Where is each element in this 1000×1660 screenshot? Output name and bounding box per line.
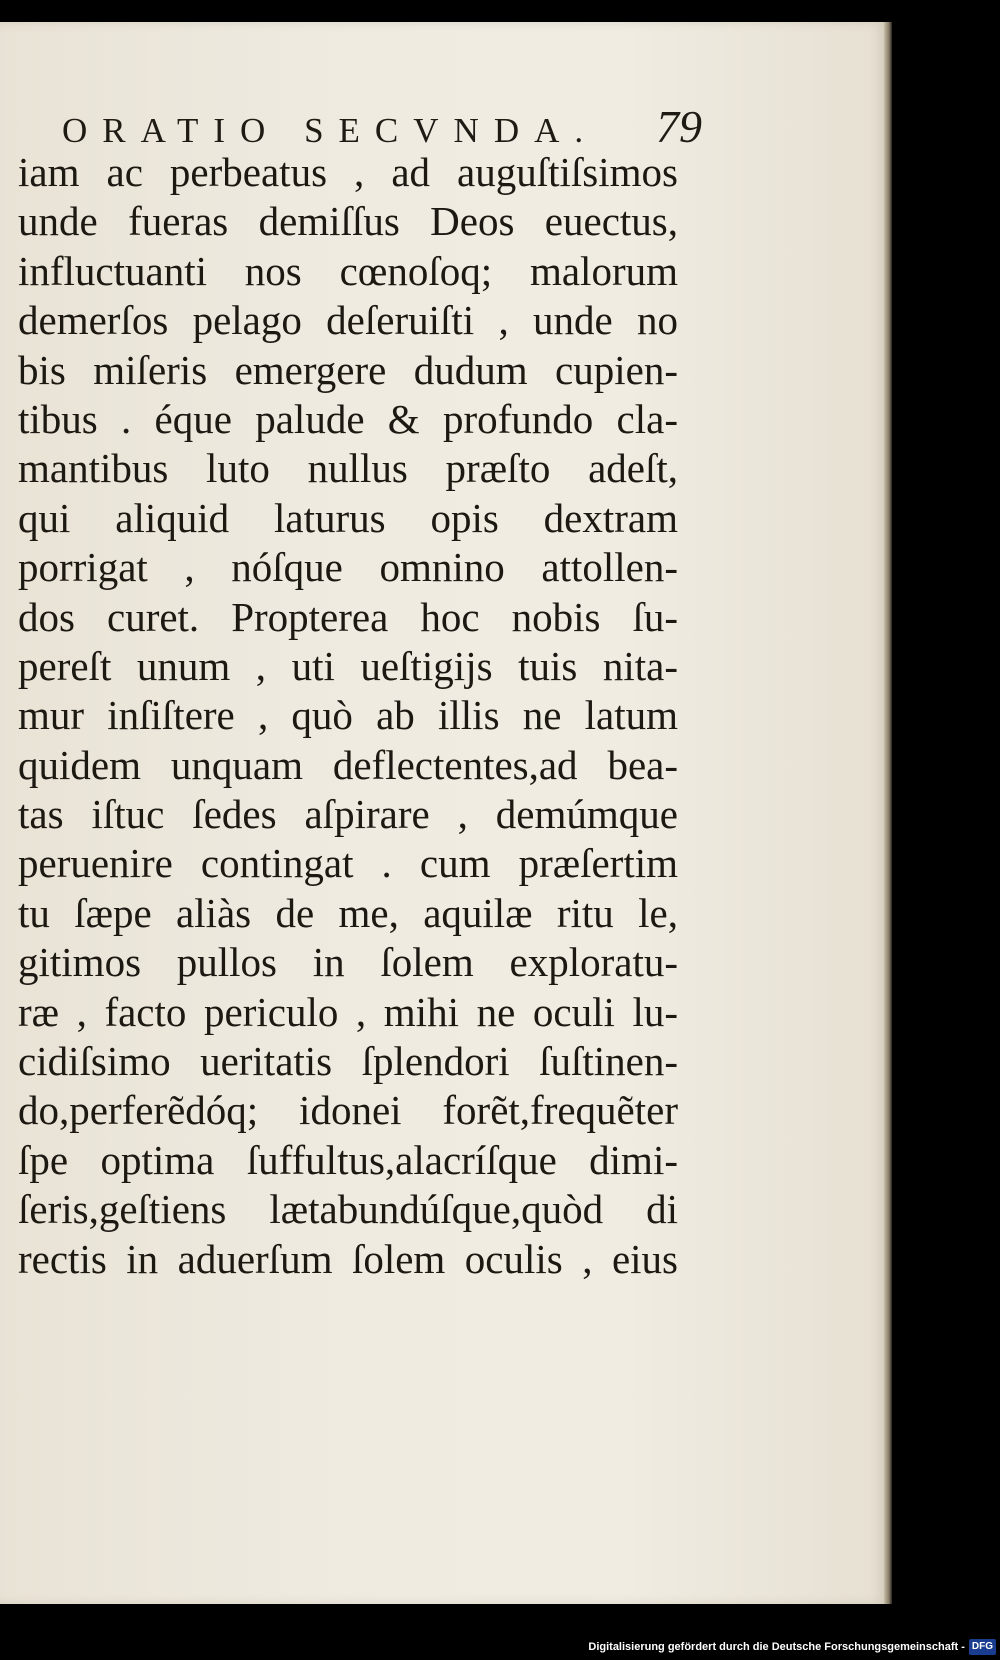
text-line: unde fueras demiſſus Deos euectus,	[18, 198, 678, 245]
digitization-credit	[588, 1638, 996, 1656]
text-line: influctuanti nos cœnoſoq; malorum	[18, 247, 678, 294]
running-head-title: ORATIO SECVNDA.	[62, 111, 599, 150]
credit-text: Digitalisierung gefördert durch die Deutsche Forschungsgemeinschaft -	[588, 1641, 965, 1653]
text-line: iam ac perbeatus , ad auguſtiſsimos	[18, 149, 678, 195]
text-line: ſpe optima ſuffultus,alacríſque dimi-	[18, 1136, 678, 1183]
text-line: pereſt unum , uti ueſtigijs tuis nita-	[18, 642, 678, 689]
text-line: mur inſiſtere , quò ab illis ne latum	[18, 692, 678, 739]
body-text	[18, 148, 678, 1284]
text-line: bis miſeris emergere dudum cupien-	[18, 346, 678, 393]
text-line: peruenire contingat . cum præſertim	[18, 840, 678, 887]
text-line: tu ſæpe aliàs de me, aquilæ ritu le,	[18, 889, 678, 936]
text-line: quidem unquam deflectentes,ad bea-	[18, 741, 678, 788]
page-number: 79	[656, 101, 702, 152]
text-line: ſeris,geſtiens lætabundúſque,quòd di	[18, 1186, 678, 1233]
text-line: dos curet. Propterea hoc nobis ſu-	[18, 593, 678, 640]
text-line: cidiſsimo ueritatis ſplendori ſuſtinen-	[18, 1038, 678, 1085]
text-line: porrigat , nóſque omnino attollen-	[18, 544, 678, 591]
text-line: tas iſtuc ſedes aſpirare , demúmque	[18, 791, 678, 838]
text-line: demerſos pelago deſeruiſti , unde no	[18, 297, 678, 344]
text-line: gitimos pullos in ſolem exploratu-	[18, 939, 678, 986]
text-line: do,perferẽdóq; idonei forẽt,frequẽter	[18, 1087, 678, 1134]
text-line: tibus . éque palude & profundo cla-	[18, 395, 678, 442]
page-edge	[884, 22, 892, 1604]
text-line: qui aliquid laturus opis dextram	[18, 494, 678, 541]
text-line: ræ , facto periculo , mihi ne oculi lu-	[18, 988, 678, 1035]
dfg-logo: DFG	[969, 1639, 996, 1655]
text-line: mantibus luto nullus præſto adeſt,	[18, 445, 678, 492]
text-line: rectis in aduerſum ſolem oculis , eius	[18, 1235, 678, 1282]
